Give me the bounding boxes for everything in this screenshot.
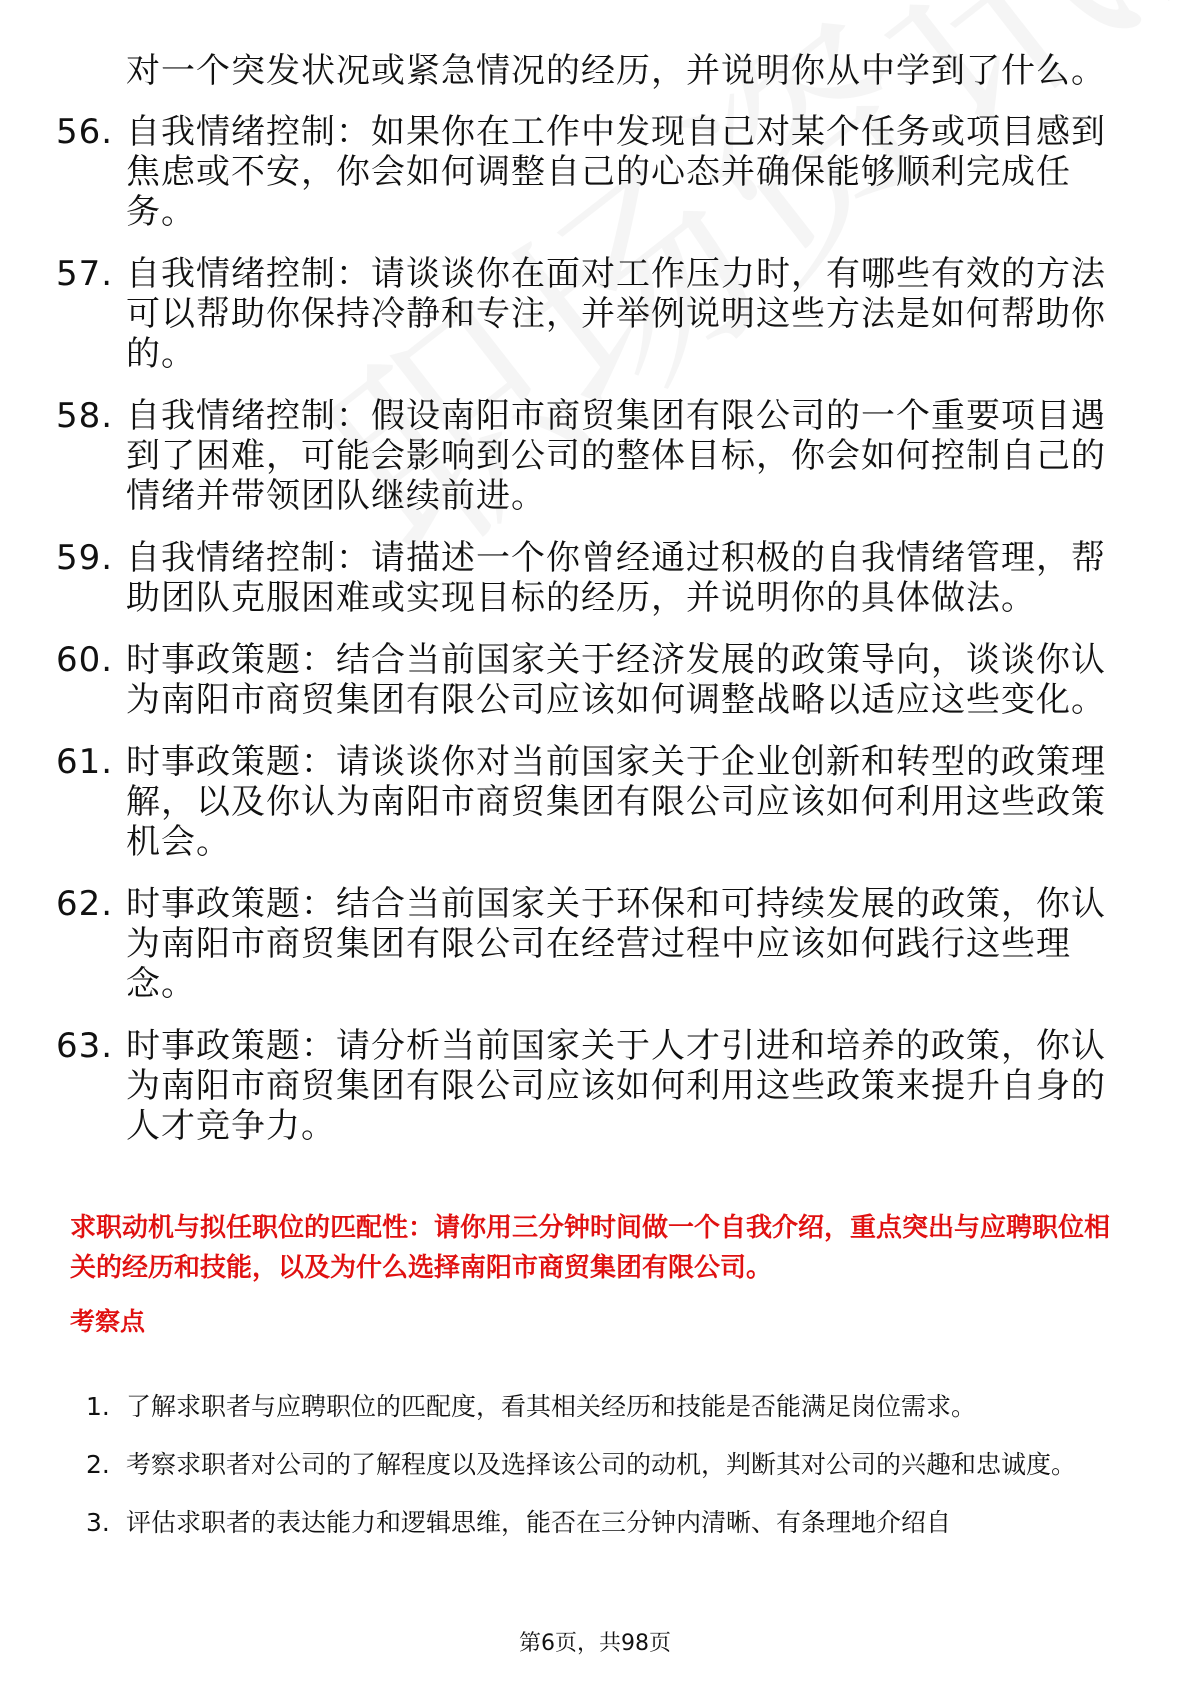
question-item	[0, 112, 1190, 232]
assessment-points	[0, 1378, 1190, 1552]
point-text: 评估求职者的表达能力和逻辑思维，能否在三分钟内清晰、有条理地介绍自	[126, 1508, 952, 1537]
question-text: 自我情绪控制：假设南阳市商贸集团有限公司的一个重要项目遇到了困难，可能会影响到公司的整体目标，你会如何控制自己的情绪并带领团队继续前进。	[126, 396, 1106, 516]
question-item	[0, 640, 1190, 720]
question-number: 60.	[56, 640, 114, 680]
question-item	[0, 1026, 1190, 1146]
question-number: 63.	[56, 1026, 114, 1066]
assessment-point	[0, 1378, 1190, 1436]
question-number: 56.	[56, 112, 114, 152]
question-item	[0, 742, 1190, 862]
point-number: 3.	[86, 1508, 110, 1537]
question-text: 时事政策题：结合当前国家关于经济发展的政策导向，谈谈你认为南阳市商贸集团有限公司应该如何调整战略以适应这些变化。	[126, 640, 1106, 720]
question-item	[0, 538, 1190, 618]
point-text: 考察求职者对公司的了解程度以及选择该公司的动机，判断其对公司的兴趣和忠诚度。	[126, 1450, 1077, 1479]
question-number: 61.	[56, 742, 114, 782]
point-text: 了解求职者与应聘职位的匹配度，看其相关经历和技能是否能满足岗位需求。	[126, 1392, 977, 1421]
question-text: 自我情绪控制：请描述一个你曾经通过积极的自我情绪管理，帮助团队克服困难或实现目标的经历，并说明你的具体做法。	[126, 538, 1106, 618]
question-text: 时事政策题：请分析当前国家关于人才引进和培养的政策，你认为南阳市商贸集团有限公司应该如何利用这些政策来提升自身的人才竞争力。	[126, 1026, 1106, 1146]
question-text: 时事政策题：结合当前国家关于环保和可持续发展的政策，你认为南阳市商贸集团有限公司在经营过程中应该如何践行这些理念。	[126, 884, 1106, 1004]
continuation-line: 对一个突发状况或紧急情况的经历，并说明你从中学到了什么。	[126, 51, 1106, 91]
question-list	[0, 112, 1190, 1168]
question-number: 59.	[56, 538, 114, 578]
question-item	[0, 254, 1190, 374]
question-item	[0, 396, 1190, 516]
assessment-point	[0, 1494, 1190, 1552]
question-number: 58.	[56, 396, 114, 436]
highlight-question: 求职动机与拟任职位的匹配性：请你用三分钟时间做一个自我介绍，重点突出与应聘职位相关的经历和技能，以及为什么选择南阳市商贸集团有限公司。	[70, 1213, 1111, 1283]
question-number: 62.	[56, 884, 114, 924]
assessment-point	[0, 1436, 1190, 1494]
section-title: 考察点	[70, 1307, 146, 1336]
question-number: 57.	[56, 254, 114, 294]
question-item	[0, 884, 1190, 1004]
point-number: 2.	[86, 1450, 110, 1479]
question-text: 时事政策题：请谈谈你对当前国家关于企业创新和转型的政策理解，以及你认为南阳市商贸集团有限公司应该如何利用这些政策机会。	[126, 742, 1106, 862]
page-footer: 第6页，共98页	[519, 1631, 671, 1656]
point-number: 1.	[86, 1392, 110, 1421]
question-text: 自我情绪控制：如果你在工作中发现自己对某个任务或项目感到焦虑或不安，你会如何调整自己的心态并确保能够顺利完成任务。	[126, 112, 1106, 232]
question-text: 自我情绪控制：请谈谈你在面对工作压力时，有哪些有效的方法可以帮助你保持冷静和专注，并举例说明这些方法是如何帮助你的。	[126, 254, 1106, 374]
